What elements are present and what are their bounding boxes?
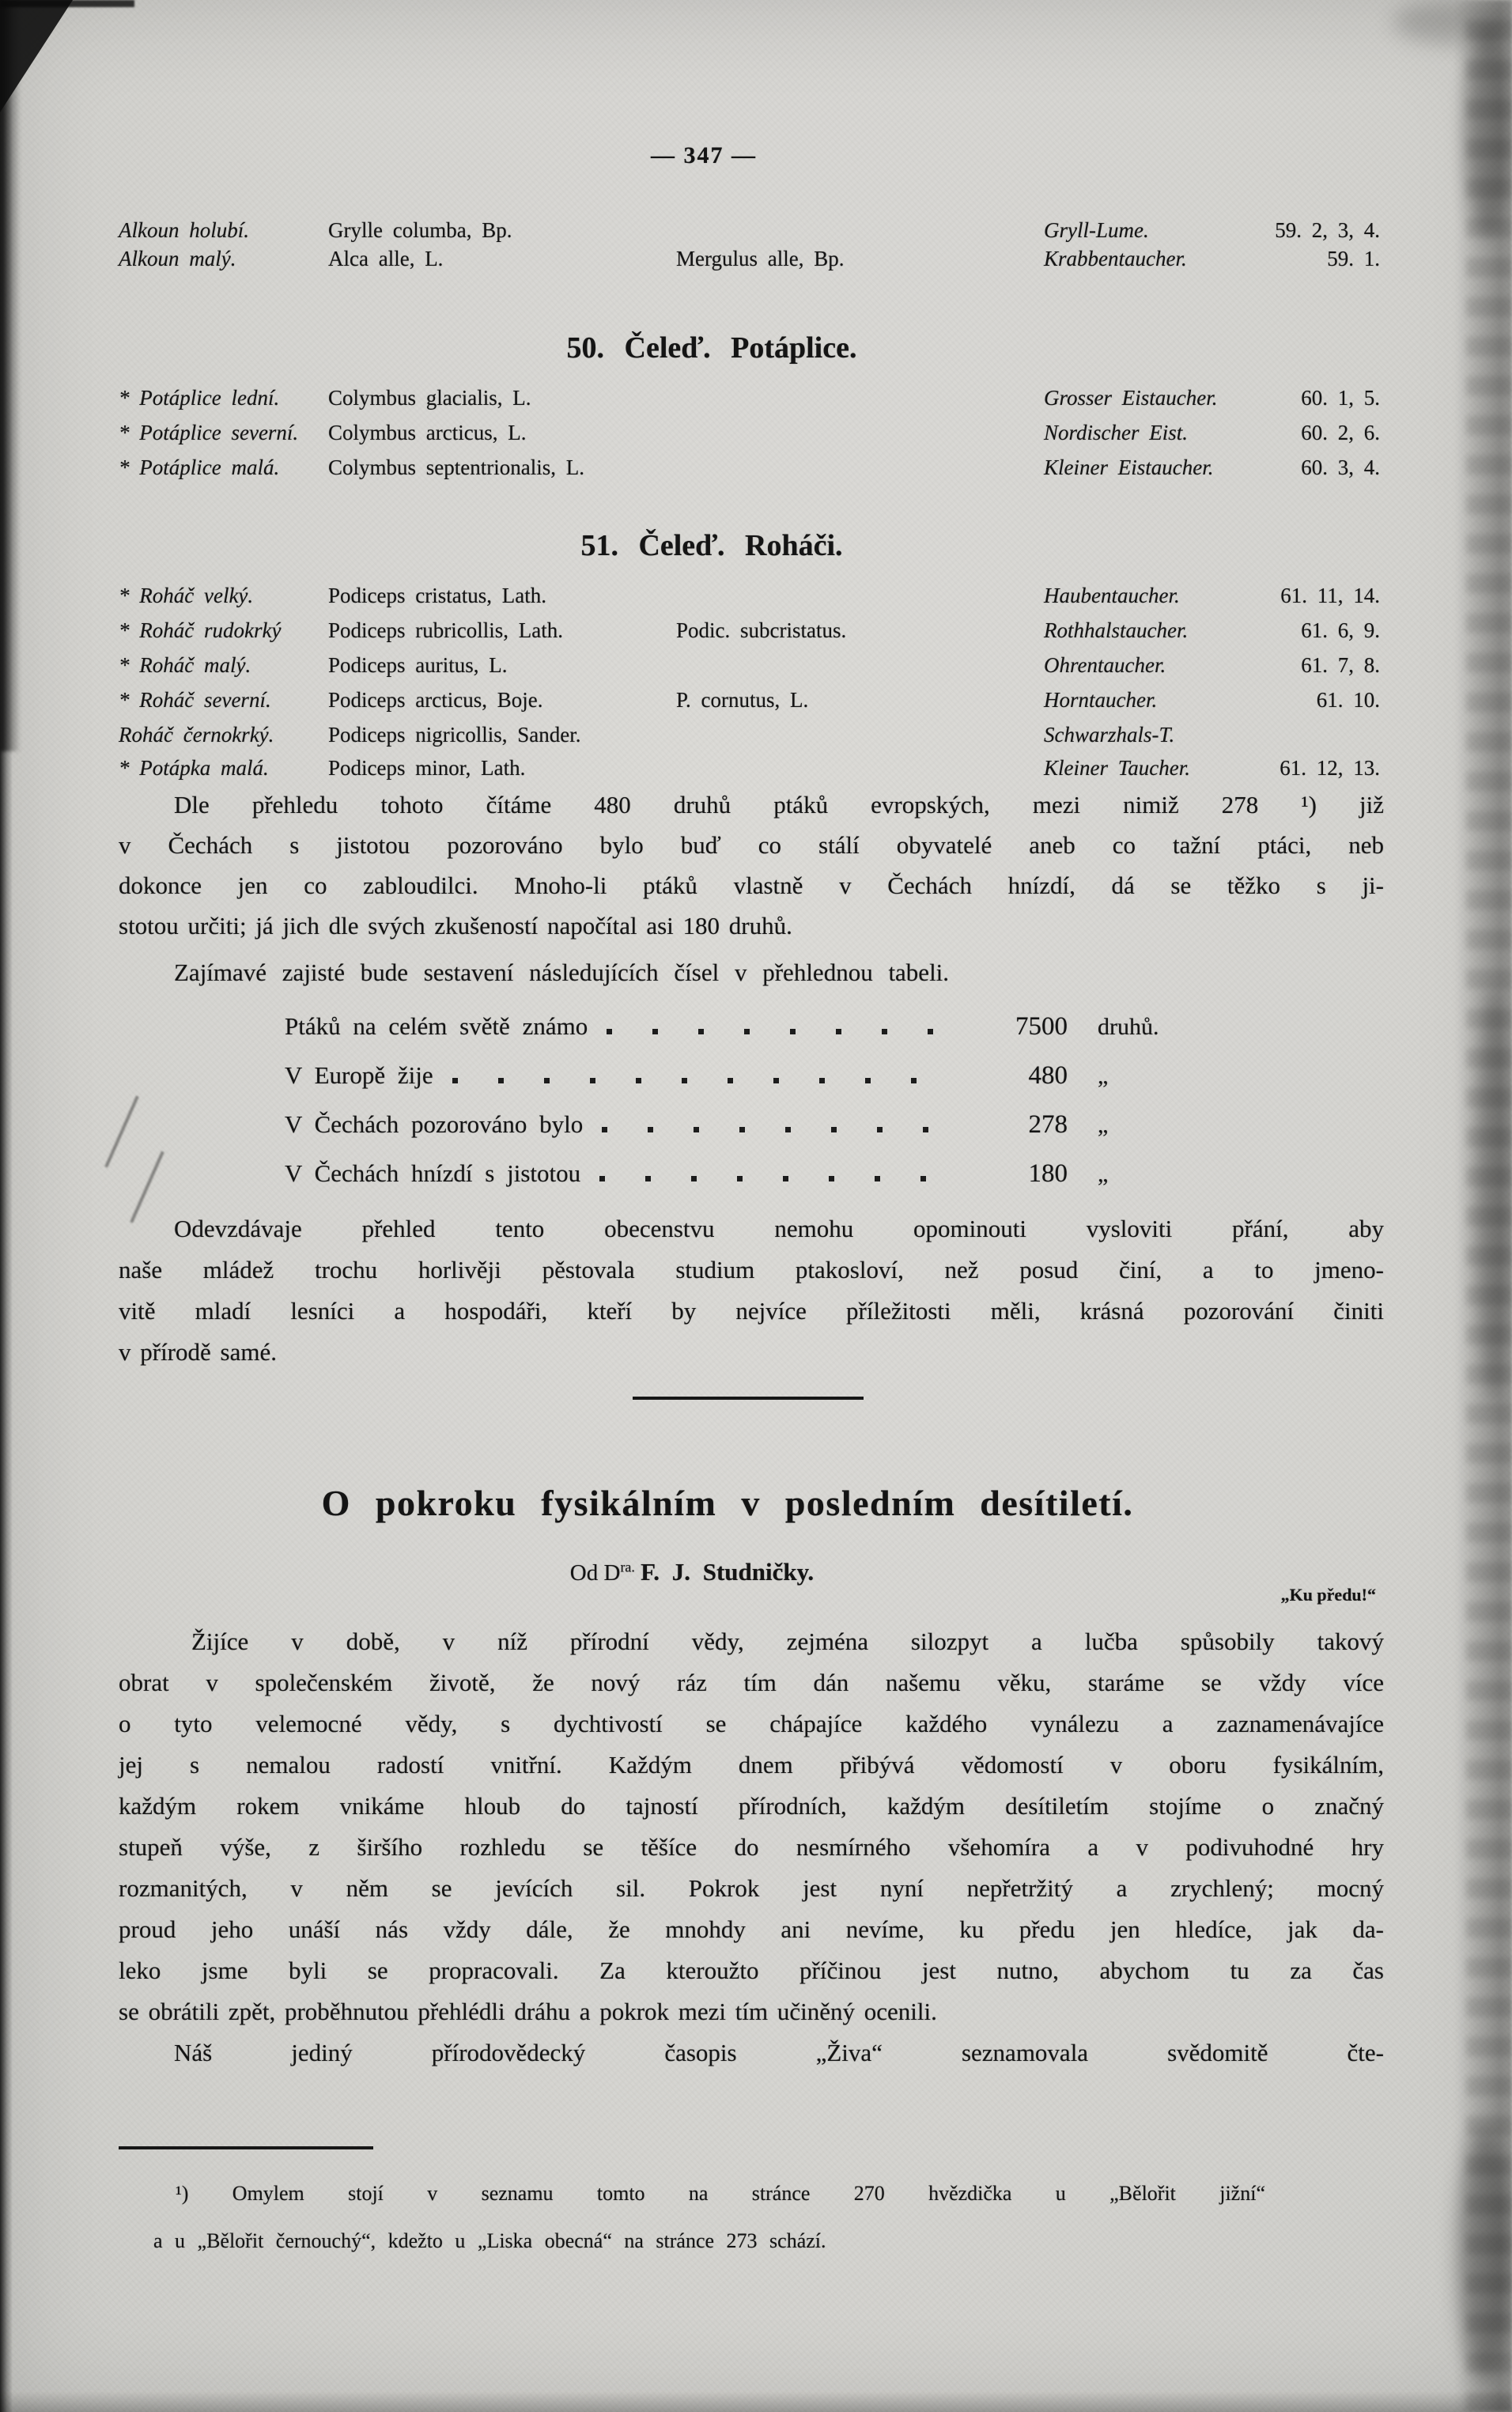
german-name: Rothhalstaucher. [1044, 618, 1189, 642]
species-row [119, 688, 1384, 720]
counts-row [285, 1110, 1222, 1140]
count-unit: druhů. [1098, 1014, 1159, 1040]
czech-name: * Roháč rudokrký [119, 618, 282, 642]
scan-artifact-blob [1465, 24, 1510, 237]
czech-name: * Roháč velký. [119, 584, 254, 607]
species-row [119, 723, 1384, 754]
plate-ref: 60. 2, 6. [1301, 421, 1380, 444]
plate-ref: 61. 6, 9. [1301, 618, 1380, 642]
footnote-line: a u „Bělořit černouchý“, kdežto u „Liska obecná“ na stránce 273 schází. [153, 2229, 826, 2252]
latin-name: Podiceps minor, Lath. [328, 756, 526, 780]
article-line: rozmanitých, v něm se jevících sil. Pokrok jest nyní nepřetržitý a zrychlený; mocný [119, 1874, 1384, 1902]
count-label: V Čechách hnízdí s jistotou [285, 1159, 581, 1187]
count-value: 278 [1028, 1110, 1068, 1139]
doctor-abbrev [604, 1560, 635, 1586]
doctor-abbrev-letter: D [603, 1560, 621, 1586]
article-line: o tyto velemocné vědy, s dychtivostí se chápajíce každého vynálezu a zaznamenávajíce [119, 1710, 1384, 1737]
summary-paragraph [119, 784, 1384, 946]
article-line: Náš jediný přírodovědecký časopis „Živa“ seznamovala svědomitě čte- [174, 2039, 1384, 2066]
latin-name-2: Podic. subcristatus. [676, 618, 847, 642]
count-unit: „ [1098, 1112, 1109, 1138]
article-byline [63, 1558, 1321, 1586]
paragraph-line: stotou určiti; já jich dle svých zkušeností napočítal asi 180 druhů. [119, 912, 792, 939]
dot-leader [602, 1127, 955, 1132]
scan-artifact-speck [104, 1095, 139, 1167]
counts-row [285, 1061, 1222, 1091]
latin-name: Colymbus septentrionalis, L. [328, 456, 584, 479]
article-line: leko jsme byli se propracovali. Za kteroužto příčinou jest nutno, abychom tu za čas [119, 1956, 1384, 1984]
czech-name: * Potáplice severní. [119, 421, 299, 444]
czech-name: Alkoun holubí. [119, 218, 249, 242]
species-row [119, 218, 1384, 250]
german-name: Kleiner Taucher. [1044, 756, 1191, 780]
closing-paragraph [119, 1208, 1384, 1373]
species-row [119, 653, 1384, 685]
latin-name: Colymbus arcticus, L. [328, 421, 527, 444]
scan-artifact-blob [1476, 989, 1510, 1400]
footnote [119, 2170, 1265, 2265]
plate-ref: 61. 10. [1316, 688, 1380, 712]
article-body [119, 1621, 1384, 2074]
count-value: 180 [1028, 1159, 1068, 1188]
counts-row [285, 1012, 1222, 1042]
article-motto: „Ku předu!“ [1280, 1585, 1376, 1605]
species-row [119, 421, 1384, 452]
latin-name: Podiceps auritus, L. [328, 653, 508, 677]
dot-leader [599, 1176, 955, 1181]
species-row [119, 456, 1384, 487]
latin-name: Podiceps arcticus, Boje. [328, 688, 543, 712]
species-row [119, 584, 1384, 615]
article-line: proud jeho unáší nás vždy dále, že mnohdy ani nevíme, ku předu jen hledíce, jak da- [119, 1915, 1384, 1943]
scan-artifact-blob [1393, 0, 1512, 43]
table-intro-line: Zajímavé zajisté bude sestavení následujících čísel v přehlednou tabeli. [174, 958, 950, 986]
german-name: Schwarzhals-T. [1044, 723, 1175, 747]
german-name: Nordischer Eist. [1044, 421, 1189, 444]
plate-ref: 59. 1. [1327, 247, 1380, 270]
species-row [119, 756, 1384, 788]
author-name: F. J. Studničky. [641, 1558, 815, 1586]
paragraph-line: naše mládež trochu horlivěji pěstovala studium ptakosloví, než posud činí, a to jmeno- [119, 1256, 1384, 1284]
latin-name: Podiceps cristatus, Lath. [328, 584, 546, 607]
czech-name: * Potápka malá. [119, 756, 269, 780]
latin-name: Alca alle, L. [328, 247, 444, 270]
czech-name: Alkoun malý. [119, 247, 236, 270]
page-number: — 347 — [651, 142, 757, 168]
scan-artifact-left-edge-top [0, 0, 21, 751]
czech-name: * Roháč malý. [119, 653, 251, 677]
byline-prefix: Od [569, 1560, 599, 1586]
article-title: O pokroku fysikálním v posledním desítiletí. [321, 1483, 1134, 1523]
scan-artifact-top-strip [0, 0, 134, 7]
article-line: se obrátili zpět, proběhnutou přehlédli dráhu a pokrok mezi tím učiněný ocenili. [119, 1998, 937, 2025]
article-line: Žijíce v době, v níž přírodní vědy, zejména silozpyt a lučba spůsobily takový [191, 1628, 1384, 1655]
paragraph-line: v přírodě samé. [119, 1338, 277, 1366]
section-separator-rule [633, 1397, 864, 1400]
latin-name: Colymbus glacialis, L. [328, 386, 531, 410]
plate-ref: 61. 11, 14. [1280, 584, 1380, 607]
article-line: jej s nemalou radostí vnitřní. Každým dnem přibývá vědomostí v oboru fysikálním, [119, 1751, 1384, 1779]
count-label: V Europě žije [285, 1061, 433, 1089]
article-line: obrat v společenském životě, že nový ráz tím dán našemu věku, staráme se vždy více [119, 1669, 1384, 1696]
plate-ref: 59. 2, 3, 4. [1275, 218, 1380, 242]
paragraph-line: Odevzdávaje přehled tento obecenstvu nemohu opominouti vysloviti přání, aby [174, 1215, 1384, 1242]
count-label: Ptáků na celém světě známo [285, 1012, 588, 1040]
czech-name: * Potáplice lední. [119, 386, 280, 410]
family-heading-50: 50. Čeleď. Potáplice. [566, 331, 857, 365]
german-name: Horntaucher. [1044, 688, 1158, 712]
latin-name-2: Mergulus alle, Bp. [676, 247, 845, 270]
czech-name: * Potáplice malá. [119, 456, 280, 479]
czech-name: * Roháč severní. [119, 688, 271, 712]
scan-artifact-bottom-edge [0, 2391, 1512, 2412]
count-label: V Čechách pozorováno bylo [285, 1110, 584, 1138]
plate-ref: 60. 3, 4. [1301, 456, 1380, 479]
doctor-abbrev-sup: ra. [620, 1559, 635, 1575]
german-name: Gryll-Lume. [1044, 218, 1149, 242]
family-heading-51: 51. Čeleď. Roháči. [580, 529, 843, 562]
footnote-line: ¹) Omylem stojí v seznamu tomto na stránce 270 hvězdička u „Bělořit jižní“ [176, 2182, 1265, 2205]
latin-name-2: P. cornutus, L. [676, 688, 809, 712]
scan-artifact-corner-blotch [0, 0, 73, 112]
latin-name: Podiceps rubricollis, Lath. [328, 618, 563, 642]
species-row [119, 247, 1384, 278]
count-unit: „ [1098, 1161, 1109, 1187]
dot-leader [607, 1029, 955, 1034]
count-unit: „ [1098, 1063, 1109, 1089]
count-value: 7500 [1015, 1012, 1068, 1041]
plate-ref: 60. 1, 5. [1301, 386, 1380, 410]
dot-leader [452, 1078, 955, 1083]
paragraph-line: Dle přehledu tohoto čítáme 480 druhů ptáků evropských, mezi nimiž 278 ¹) již [174, 791, 1384, 818]
latin-name: Podiceps nigricollis, Sander. [328, 723, 581, 747]
scan-artifact-blob [1457, 2127, 1512, 2380]
plate-ref: 61. 7, 8. [1301, 653, 1380, 677]
german-name: Ohrentaucher. [1044, 653, 1166, 677]
species-row [119, 618, 1384, 650]
german-name: Grosser Eistaucher. [1044, 386, 1218, 410]
footnote-rule [119, 2146, 373, 2149]
paragraph-line: vitě mladí lesníci a hospodáři, kteří by nejvíce příležitosti měli, krásná pozorování činiti [119, 1297, 1384, 1325]
german-name: Kleiner Eistaucher. [1044, 456, 1214, 479]
latin-name: Grylle columba, Bp. [328, 218, 512, 242]
german-name: Haubentaucher. [1044, 584, 1180, 607]
paragraph-line: v Čechách s jistotou pozorováno bylo buď co stálí obyvatelé aneb co tažní ptáci, neb [119, 831, 1384, 859]
plate-ref: 61. 12, 13. [1280, 756, 1380, 780]
article-line: stupeň výše, z širšího rozhledu se těšíce do nesmírného všehomíra a v podivuhodné hry [119, 1833, 1384, 1861]
count-value: 480 [1028, 1061, 1068, 1090]
species-row [119, 386, 1384, 418]
counts-row [285, 1159, 1222, 1189]
paragraph-line: dokonce jen co zabloudilci. Mnoho-li ptáků vlastně v Čechách hnízdí, dá se těžko s ji- [119, 871, 1384, 899]
article-line: každým rokem vnikáme hloub do tajností přírodních, každým desítiletím stojíme o značný [119, 1792, 1384, 1820]
german-name: Krabbentaucher. [1044, 247, 1187, 270]
czech-name: Roháč černokrký. [119, 723, 274, 747]
